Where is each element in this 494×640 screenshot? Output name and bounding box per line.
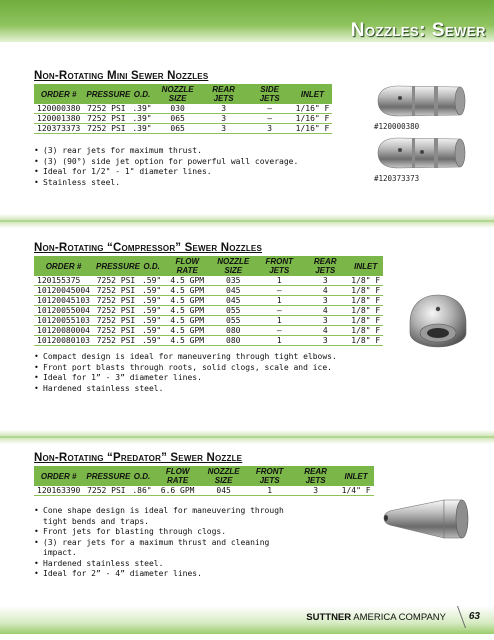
table-cell: 1/16" F <box>293 124 333 134</box>
table-cell: 3 <box>302 276 348 286</box>
bullet-item: • (3) rear jets for a maximum thrust and cleaning impact. <box>34 538 294 559</box>
table-cell: 055 <box>210 316 256 326</box>
section-divider <box>0 214 494 228</box>
table-cell: 7252 PSI <box>93 296 139 306</box>
footer-company: SUTTNER AMERICA COMPANY <box>306 612 446 623</box>
table-cell: 080 <box>210 326 256 336</box>
table-cell: 4.5 GPM <box>164 276 210 286</box>
table-cell: 7252 PSI <box>83 486 129 496</box>
table-cell: 1 <box>256 296 302 306</box>
table-cell: 7252 PSI <box>93 316 139 326</box>
table-cell: 065 <box>155 124 201 134</box>
table-cell: .39" <box>129 124 154 134</box>
table-cell: — <box>256 326 302 336</box>
column-header: ORDER # <box>34 256 93 276</box>
table-cell: — <box>247 104 293 114</box>
table-cell: .86" <box>129 486 154 496</box>
table-cell: 4.5 GPM <box>164 296 210 306</box>
column-header: FLOW RATE <box>164 256 210 276</box>
column-header: ORDER # <box>34 466 83 486</box>
table-cell: 1 <box>256 316 302 326</box>
table-cell: .59" <box>139 286 164 296</box>
section-divider <box>0 430 494 444</box>
column-header: FRONT JETS <box>256 256 302 276</box>
table-cell: .59" <box>139 276 164 286</box>
table-cell: 3 <box>201 114 247 124</box>
bullet-list-mini <box>34 146 298 188</box>
spec-table-mini <box>34 84 332 134</box>
table-row <box>34 486 374 496</box>
table-cell: 4 <box>302 306 348 316</box>
bullet-item: • Front jets for blasting through clogs. <box>34 527 294 538</box>
table-cell: 3 <box>302 316 348 326</box>
column-header: NOZZLE SIZE <box>155 84 201 104</box>
table-cell: 120373373 <box>34 124 83 134</box>
table-cell: 10120045004 <box>34 286 93 296</box>
column-header: INLET <box>348 256 383 276</box>
table-cell: .59" <box>139 296 164 306</box>
bullet-item: • Hardened stainless steel. <box>34 559 294 570</box>
table-cell: 4 <box>302 326 348 336</box>
bullet-item: • Ideal for 2” - 4” diameter lines. <box>34 569 294 580</box>
table-row <box>34 336 383 346</box>
table-cell: 7252 PSI <box>93 306 139 316</box>
table-header-row <box>34 466 374 486</box>
table-row <box>34 104 332 114</box>
bullet-item: • Compact design is ideal for maneuvering through tight elbows. <box>34 352 337 363</box>
column-header: SIDE JETS <box>247 84 293 104</box>
table-cell: 10120080004 <box>34 326 93 336</box>
column-header: REAR JETS <box>302 256 348 276</box>
table-cell: 065 <box>155 114 201 124</box>
table-cell: 1/8" F <box>348 326 383 336</box>
table-cell: 1 <box>256 336 302 346</box>
table-cell: 120000380 <box>34 104 83 114</box>
table-cell: 1/8" F <box>348 286 383 296</box>
table-cell: 7252 PSI <box>93 276 139 286</box>
table-cell: 120163390 <box>34 486 83 496</box>
bullet-item: • Cone shape design is ideal for maneuvering through tight bends and traps. <box>34 506 294 527</box>
table-row <box>34 326 383 336</box>
table-cell: 3 <box>302 296 348 306</box>
table-cell: 120001380 <box>34 114 83 124</box>
table-cell: 1/16" F <box>293 114 333 124</box>
table-cell: .59" <box>139 316 164 326</box>
section-title-compressor: Non-Rotating “Compressor” Sewer Nozzles <box>34 242 262 254</box>
table-header-row <box>34 84 332 104</box>
table-cell: 4 <box>302 286 348 296</box>
page-number: 63 <box>468 611 480 622</box>
bullet-item: • Ideal for 1” - 3” diameter lines. <box>34 373 337 384</box>
column-header: O.D. <box>129 84 154 104</box>
table-cell: 080 <box>210 336 256 346</box>
table-cell: 10120045103 <box>34 296 93 306</box>
table-cell: 10120055004 <box>34 306 93 316</box>
section-title-mini: Non-Rotating Mini Sewer Nozzles <box>34 70 209 82</box>
column-header: O.D. <box>139 256 164 276</box>
table-row <box>34 286 383 296</box>
table-cell: — <box>256 306 302 316</box>
predator-nozzle-icon <box>380 494 480 550</box>
table-cell: 120155375 <box>34 276 93 286</box>
table-cell: 10120080103 <box>34 336 93 346</box>
nozzle-image-120373373 <box>372 132 472 178</box>
table-cell: 1/4" F <box>339 486 374 496</box>
table-cell: 055 <box>210 306 256 316</box>
page-title: Nozzles: Sewer <box>350 20 486 41</box>
table-cell: 035 <box>210 276 256 286</box>
table-cell: 4.5 GPM <box>164 326 210 336</box>
table-cell: 045 <box>210 286 256 296</box>
table-cell: 1/8" F <box>348 316 383 326</box>
bullet-item: • Front port blasts through roots, solid clogs, scale and ice. <box>34 363 337 374</box>
table-cell: 7252 PSI <box>93 336 139 346</box>
bullet-item: • Ideal for 1/2" - 1" diameter lines. <box>34 167 298 178</box>
table-cell: 1 <box>256 276 302 286</box>
column-header: FLOW RATE <box>155 466 201 486</box>
table-cell: 1/8" F <box>348 276 383 286</box>
column-header: O.D. <box>129 466 154 486</box>
table-cell: .39" <box>129 104 154 114</box>
bullet-list-compressor <box>34 352 337 394</box>
table-row <box>34 306 383 316</box>
column-header: PRESSURE <box>93 256 139 276</box>
table-cell: 3 <box>293 486 339 496</box>
compressor-nozzle-icon <box>404 293 472 353</box>
table-cell: 7252 PSI <box>83 114 129 124</box>
table-cell: 7252 PSI <box>83 124 129 134</box>
table-row <box>34 316 383 326</box>
spec-table-predator <box>34 466 374 496</box>
column-header: NOZZLE SIZE <box>201 466 247 486</box>
table-cell: 7252 PSI <box>83 104 129 114</box>
bullet-item: • (3) rear jets for maximum thrust. <box>34 146 298 157</box>
bullet-item: • Hardened stainless steel. <box>34 384 337 395</box>
column-header: INLET <box>339 466 374 486</box>
nozzle-image-120000380 <box>372 80 472 126</box>
table-cell: 4.5 GPM <box>164 336 210 346</box>
table-cell: 3 <box>247 124 293 134</box>
table-header-row <box>34 256 383 276</box>
table-cell: 7252 PSI <box>93 326 139 336</box>
table-cell: 4.5 GPM <box>164 286 210 296</box>
column-header: PRESSURE <box>83 84 129 104</box>
table-cell: 3 <box>201 124 247 134</box>
bullet-item: • Stainless steel. <box>34 178 298 189</box>
table-cell: 3 <box>302 336 348 346</box>
table-row <box>34 296 383 306</box>
table-cell: 1 <box>247 486 293 496</box>
column-header: REAR JETS <box>201 84 247 104</box>
table-cell: 045 <box>210 296 256 306</box>
table-cell: — <box>256 286 302 296</box>
spec-table-compressor <box>34 256 383 346</box>
column-header: FRONT JETS <box>247 466 293 486</box>
column-header: PRESSURE <box>83 466 129 486</box>
image-caption-2: #120373373 <box>374 174 420 183</box>
bullet-item: • (3) (90°) side jet option for powerful wall coverage. <box>34 157 298 168</box>
table-cell: 045 <box>201 486 247 496</box>
table-cell: .39" <box>129 114 154 124</box>
column-header: ORDER # <box>34 84 83 104</box>
image-caption-1: #120000380 <box>374 122 420 131</box>
table-cell: 3 <box>201 104 247 114</box>
section-title-predator: Non-Rotating “Predator” Sewer Nozzle <box>34 452 243 464</box>
table-cell: 1/16" F <box>293 104 333 114</box>
column-header: NOZZLE SIZE <box>210 256 256 276</box>
table-row <box>34 114 332 124</box>
table-cell: 10120055103 <box>34 316 93 326</box>
table-cell: .59" <box>139 326 164 336</box>
table-cell: 1/8" F <box>348 296 383 306</box>
table-cell: — <box>247 114 293 124</box>
table-cell: 6.6 GPM <box>155 486 201 496</box>
table-cell: 7252 PSI <box>93 286 139 296</box>
table-cell: 1/8" F <box>348 306 383 316</box>
bullet-list-predator <box>34 506 294 580</box>
column-header: INLET <box>293 84 333 104</box>
table-cell: 4.5 GPM <box>164 316 210 326</box>
table-cell: .59" <box>139 306 164 316</box>
column-header: REAR JETS <box>293 466 339 486</box>
table-cell: 030 <box>155 104 201 114</box>
table-cell: 1/8" F <box>348 336 383 346</box>
table-row <box>34 276 383 286</box>
table-row <box>34 124 332 134</box>
table-cell: .59" <box>139 336 164 346</box>
table-cell: 4.5 GPM <box>164 306 210 316</box>
